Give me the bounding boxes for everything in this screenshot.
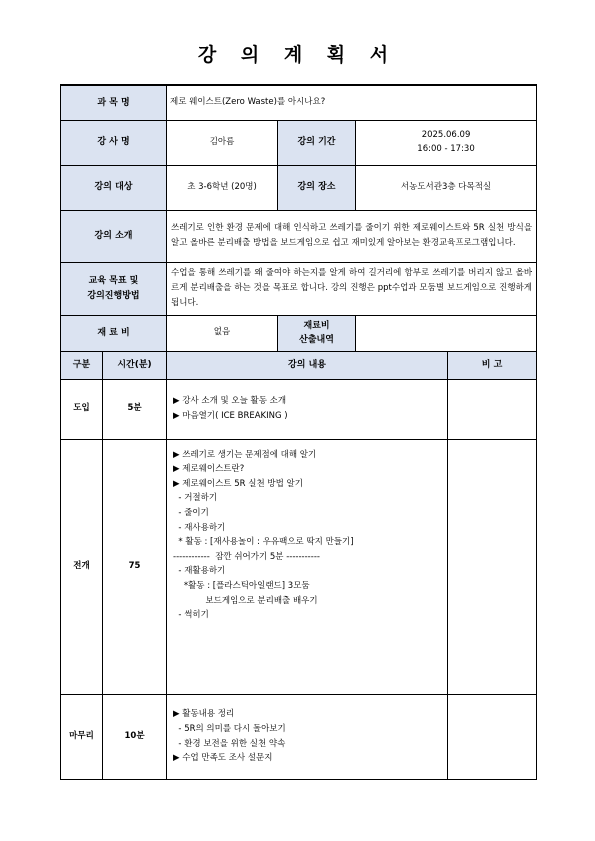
content-header: 강의 내용 xyxy=(167,351,448,379)
note-cell xyxy=(448,379,537,439)
note-header: 비 고 xyxy=(448,351,537,379)
instructor-value: 김아름 xyxy=(167,120,278,165)
goal-label-line1: 교육 목표 및 xyxy=(88,276,139,287)
content-line: ▶ 제로웨이스트란? xyxy=(173,464,245,475)
material-value: 없음 xyxy=(167,315,278,351)
intro-label: 강의 소개 xyxy=(61,210,167,262)
instructor-label: 강 사 명 xyxy=(61,120,167,165)
content-line: ------------ 잠깐 쉬어가기 5분 ----------- xyxy=(173,551,320,562)
period-time: 16:00 - 17:30 xyxy=(417,143,475,154)
content-cell xyxy=(167,694,448,779)
content-line: 보드게임으로 분리배출 배우기 xyxy=(173,595,318,606)
content-line: - 재사용하기 xyxy=(173,522,226,533)
subject-value: 제로 웨이스트(Zero Waste)를 아시나요? xyxy=(167,85,537,120)
material-detail-label xyxy=(278,315,356,351)
goal-value: 수업을 통해 쓰레기를 왜 줄여야 하는지를 알게 하여 길거리에 함부로 쓰레기를 버리지 않고 올바르게 분리배출을 하는 것을 목표로 합니다. 강의 진행은 ppt수업과 모둠별 보드게임으로 진행하게 됩니다. xyxy=(167,262,537,315)
content-cell xyxy=(167,379,448,439)
content-line: ▶ 쓰레기로 생기는 문제점에 대해 알기 xyxy=(173,449,317,460)
note-cell xyxy=(448,439,537,694)
material-detail-label-line1: 재료비 xyxy=(303,320,330,331)
place-value: 서농도서관3층 다목적실 xyxy=(356,165,537,210)
content-line: - 재활용하기 xyxy=(173,566,226,577)
section-cell: 마무리 xyxy=(61,694,103,779)
time-cell: 10분 xyxy=(103,694,167,779)
content-line: * 활동 : [재사용놀이 : 우유팩으로 딱지 만들기] xyxy=(173,537,354,548)
material-label: 재 료 비 xyxy=(61,315,167,351)
note-cell xyxy=(448,694,537,779)
place-label: 강의 장소 xyxy=(278,165,356,210)
material-detail-label-line2: 산출내역 xyxy=(299,335,334,345)
content-line: - 썩히기 xyxy=(173,610,209,621)
content-line: - 5R의 의미를 다시 돌아보기 xyxy=(173,723,286,734)
content-line: *활동 : [플라스틱아일랜드] 3모둠 xyxy=(173,580,310,591)
content-line: ▶ 수업 만족도 조사 설문지 xyxy=(173,753,273,764)
material-detail-value xyxy=(356,315,537,351)
content-cell xyxy=(167,439,448,694)
content-line: - 줄이기 xyxy=(173,507,209,518)
time-cell: 5분 xyxy=(103,379,167,439)
section-header: 구분 xyxy=(61,351,103,379)
period-value xyxy=(356,120,537,165)
section-cell: 전개 xyxy=(61,439,103,694)
section-cell: 도입 xyxy=(61,379,103,439)
goal-label xyxy=(61,262,167,315)
time-header: 시간(분) xyxy=(103,351,167,379)
document-title: 강 의 계 획 서 xyxy=(197,44,398,66)
content-line: ▶ 강사 소개 및 오늘 활동 소개 xyxy=(173,396,287,407)
schedule-row-intro xyxy=(61,379,537,439)
subject-label: 과 목 명 xyxy=(61,85,167,120)
content-line: ▶ 마음열기( ICE BREAKING ) xyxy=(173,411,288,421)
schedule-row-development xyxy=(61,439,537,694)
intro-value: 쓰레기로 인한 환경 문제에 대해 인식하고 쓰레기를 줄이기 위한 제로웨이스트와 5R 실천 방식을 알고 올바른 분리배출 방법을 보드게임으로 쉽고 재미있게 알아보는 환경교육프로그램입니다. xyxy=(167,210,537,262)
lecture-plan-table xyxy=(60,84,537,780)
time-cell: 75 xyxy=(103,439,167,694)
target-label: 강의 대상 xyxy=(61,165,167,210)
content-line: ▶ 제로웨이스트 5R 실천 방법 알기 xyxy=(173,478,303,489)
goal-label-line2: 강의진행방법 xyxy=(87,290,140,301)
content-line: ▶ 활동내용 정리 xyxy=(173,709,235,720)
period-date: 2025.06.09 xyxy=(421,129,471,140)
content-line: - 환경 보전을 위한 실천 약속 xyxy=(173,738,286,749)
schedule-row-closing xyxy=(61,694,537,779)
target-value: 초 3-6학년 (20명) xyxy=(167,165,278,210)
period-label: 강의 기간 xyxy=(278,120,356,165)
content-line: - 거절하기 xyxy=(173,493,218,504)
